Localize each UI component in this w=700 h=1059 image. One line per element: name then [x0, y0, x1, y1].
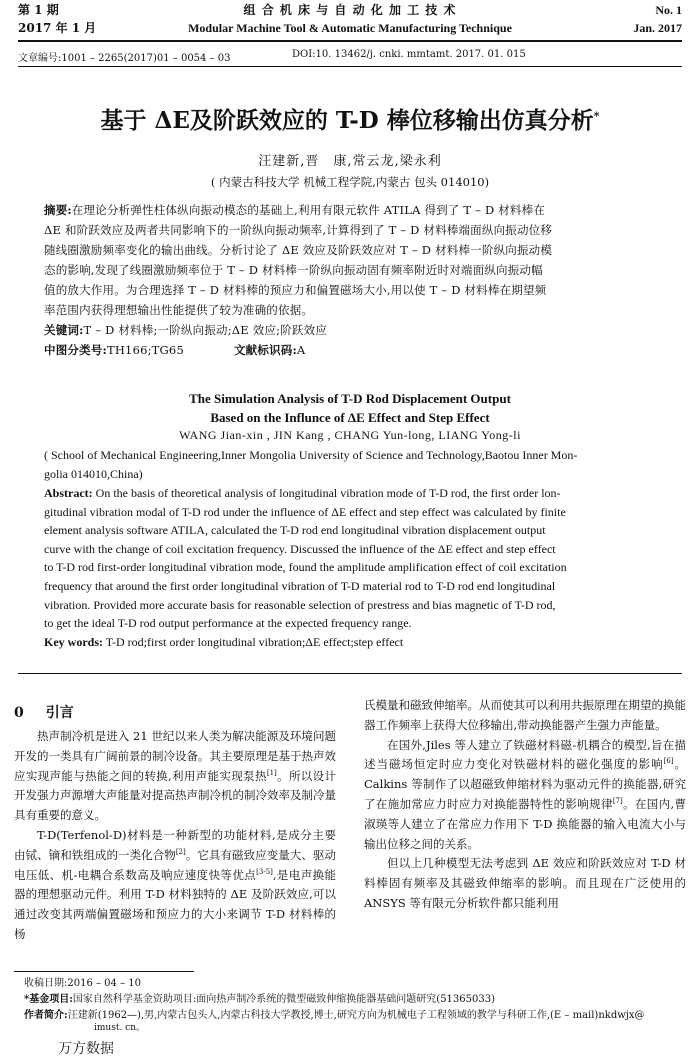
date-cn: 2017 年 1 月: [18, 21, 97, 35]
abstract-cn-line: 率范围内获得理想输出性能提供了较为准确的依据。: [44, 303, 314, 317]
abstract-en-line: frequency that around the first order longitudinal vibration of T-D material rod to T-D rod end longitudinal: [44, 578, 556, 593]
citation: [1]: [266, 768, 277, 777]
abstract-en-line: curve with the change of coil excitation frequency. Discussed the influence of the ΔE effect and step effect: [44, 541, 556, 556]
abstract-cn-line: 随线圈激励频率变化的输出曲线。分析讨论了 ΔE 效应及阶跃效应对 T – D 材料棒一阶纵向振动模: [44, 243, 553, 257]
footnotes: [24, 977, 684, 1033]
section-number: 0: [14, 705, 24, 721]
issue-en: No. 1: [655, 3, 682, 17]
paragraph: T-D(Terfenol-D)材料是一种新型的功能材料,是成分主要由铽、镝和铁组成的一类化合物[2]。它具有磁致应变量大、驱动电压低、机-电耦合系数高及响应速度快等优点[3-5],是电声换能器的理想驱动元件。利用 T-D 材料独特的 ΔE 及阶跃效应,可以通过改变其两端偏置磁场和预应力的大小来调节 T-D 材料棒的杨: [14, 827, 337, 941]
section-title: 引言: [45, 705, 74, 721]
affiliation-en: ( School of Mechanical Engineering,Inner Mongolia University of Science and Technology,Baotou Inner Mon- golia 014010,China): [44, 448, 578, 481]
fund-note: *基金项目:国家自然科学基金资助项目:面向热声制冷系统的微型磁致伸缩换能器基础问题研究(51365033): [24, 994, 495, 1005]
keywords-cn: 关键词:T – D 材料棒;一阶纵向振动;ΔE 效应;阶跃效应: [44, 323, 328, 337]
meta-rule: [18, 66, 682, 67]
abstract-en-line: element analysis software ATILA, calculated the T-D rod end longitudinal vibration displacement output: [44, 523, 546, 538]
date-en: Jan. 2017: [633, 21, 682, 35]
article-number: 文章编号:1001 – 2265(2017)01 – 0054 – 03: [18, 53, 231, 64]
issue-cn: 第 1 期: [18, 3, 59, 17]
paper-title-en: The Simulation Analysis of T-D Rod Displacement Output Based on the Influnce of ΔE Effect and Step Effect: [189, 391, 511, 425]
citation: [3-5]: [256, 867, 273, 876]
title-footnote-mark: *: [593, 109, 600, 123]
left-column: [14, 727, 336, 945]
paper-title-text: 基于 ΔE及阶跃效应的 T-D 棒位移输出仿真分析: [100, 107, 594, 134]
abstract-cn-line: 摘要:在理论分析弹性柱体纵向振动模态的基础上,利用有限元软件 ATILA 得到了 T – D 材料棒在: [44, 203, 546, 217]
abstract-cn-line: 态的影响,发现了线圈激励频率位于 T – D 材料棒一阶纵向振动固有频率附近时对端面纵向振动幅: [44, 263, 543, 277]
paragraph: 在国外,Jiles 等人建立了铁磁材料磁-机耦合的模型,旨在描述当磁场恒定时应力变化对铁磁材料的磁化强度的影响[6]。Calkins 等制作了以超磁致伸缩材料为驱动元件的换能器,研究了在施加常应力时应力对换能器特性的影响规律[7]。在国内,曹淑瑛等人建立了在常应力作用下 T-D 换能器的输入电流大小与输出位移之间的关系。: [364, 737, 686, 851]
paragraph: 但以上几种模型无法考虑到 ΔE 效应和阶跃效应对 T-D 材料棒固有频率及其磁致伸缩率的影响。而且现在广泛使用的 ANSYS 等有限元分析软件都只能利用: [364, 856, 686, 910]
wanfang-watermark: 万方数据: [58, 1041, 114, 1057]
abstract-en-line: to get the ideal T-D rod output performance at the expected frequency range.: [44, 616, 412, 631]
citation: [2]: [175, 847, 186, 856]
received-date: 收稿日期:2016 – 04 – 10: [24, 978, 141, 989]
footnote-rule: [14, 971, 194, 972]
citation: [6]: [663, 757, 674, 766]
abstract-en-line: gitudinal vibration modal of T-D rod under the influence of ΔE effect and step effect was calculated by finite: [44, 504, 566, 519]
abstract-en-line: to T-D rod first-order longitudinal vibration mode, found the amplitude amplification effect of coil excitation: [44, 560, 567, 575]
section-heading: [14, 702, 74, 722]
abstract-rule: [18, 673, 682, 674]
right-column: [364, 696, 686, 914]
paper-title-cn: [0, 106, 700, 136]
author-email-tail: imust. cn。: [94, 1023, 146, 1033]
journal-title-en: Modular Machine Tool & Automatic Manufacturing Technique: [188, 21, 512, 35]
paragraph: 氏模量和磁致伸缩率。从而使其可以利用共振原理在期望的换能器工作频率上获得大位移输出,带动换能器产生强力声能量。: [364, 698, 686, 732]
journal-title-cn: 组 合 机 床 与 自 动 化 加 工 技 术: [243, 3, 457, 17]
authors-cn: 汪建新,晋 康,常云龙,梁永利: [258, 154, 442, 169]
doi: DOI:10. 13462/j. cnki. mmtamt. 2017. 01. 015: [292, 49, 526, 60]
abstract-cn-label: 摘要:: [44, 203, 72, 217]
classification-cn: 中图分类号:TH166;TG65 文献标识码:A: [44, 343, 306, 357]
abstract-cn-line: 值的放大作用。为合理选择 T – D 材料棒的预应力和偏置磁场大小,用以使 T – D 材料棒在期望频: [44, 283, 547, 297]
paragraph: 热声制冷机是进入 21 世纪以来人类为解决能源及环境问题开发的一类具有广阔前景的制冷设备。其主要原理是基于热声效应实现声能与热能之间的转换,利用声能实现泵热[1]。所以设计开发强力声源增大声能量对提高热声制冷机的制冷效率及制冷量具有重要的意义。: [14, 729, 337, 823]
abstract-cn-line: ΔE 和阶跃效应及两者共同影响下的一阶纵向振动频率,计算得到了 T – D 材料棒端面纵向振动位移: [44, 223, 553, 237]
header-rule: [18, 40, 682, 42]
keywords-en: Key words: T-D rod;first order longitudinal vibration;ΔE effect;step effect: [44, 634, 404, 649]
abstract-cn: [44, 200, 664, 360]
abstract-en-label: Abstract:: [44, 486, 93, 500]
authors-en: WANG Jian-xin , JIN Kang , CHANG Yun-long, LIANG Yong-li: [179, 428, 521, 442]
author-bio: 作者简介:汪建新(1962—),男,内蒙古包头人,内蒙古科技大学教授,博士,研究方向为机械电子工程领域的教学与科研工作,(E – mail)nkdwjx@: [24, 1010, 645, 1021]
abstract-en-line: vibration. Provided more accurate basis for reasonable selection of prestress and bias magnetic of T-D rod,: [44, 597, 556, 612]
affiliation-cn: ( 内蒙古科技大学 机械工程学院,内蒙古 包头 014010): [210, 175, 490, 189]
abstract-en-line: Abstract: On the basis of theoretical analysis of longitudinal vibration mode of T-D rod, the first order lon-: [44, 486, 561, 500]
abstract-en: [44, 484, 660, 651]
citation: [7]: [612, 797, 623, 806]
